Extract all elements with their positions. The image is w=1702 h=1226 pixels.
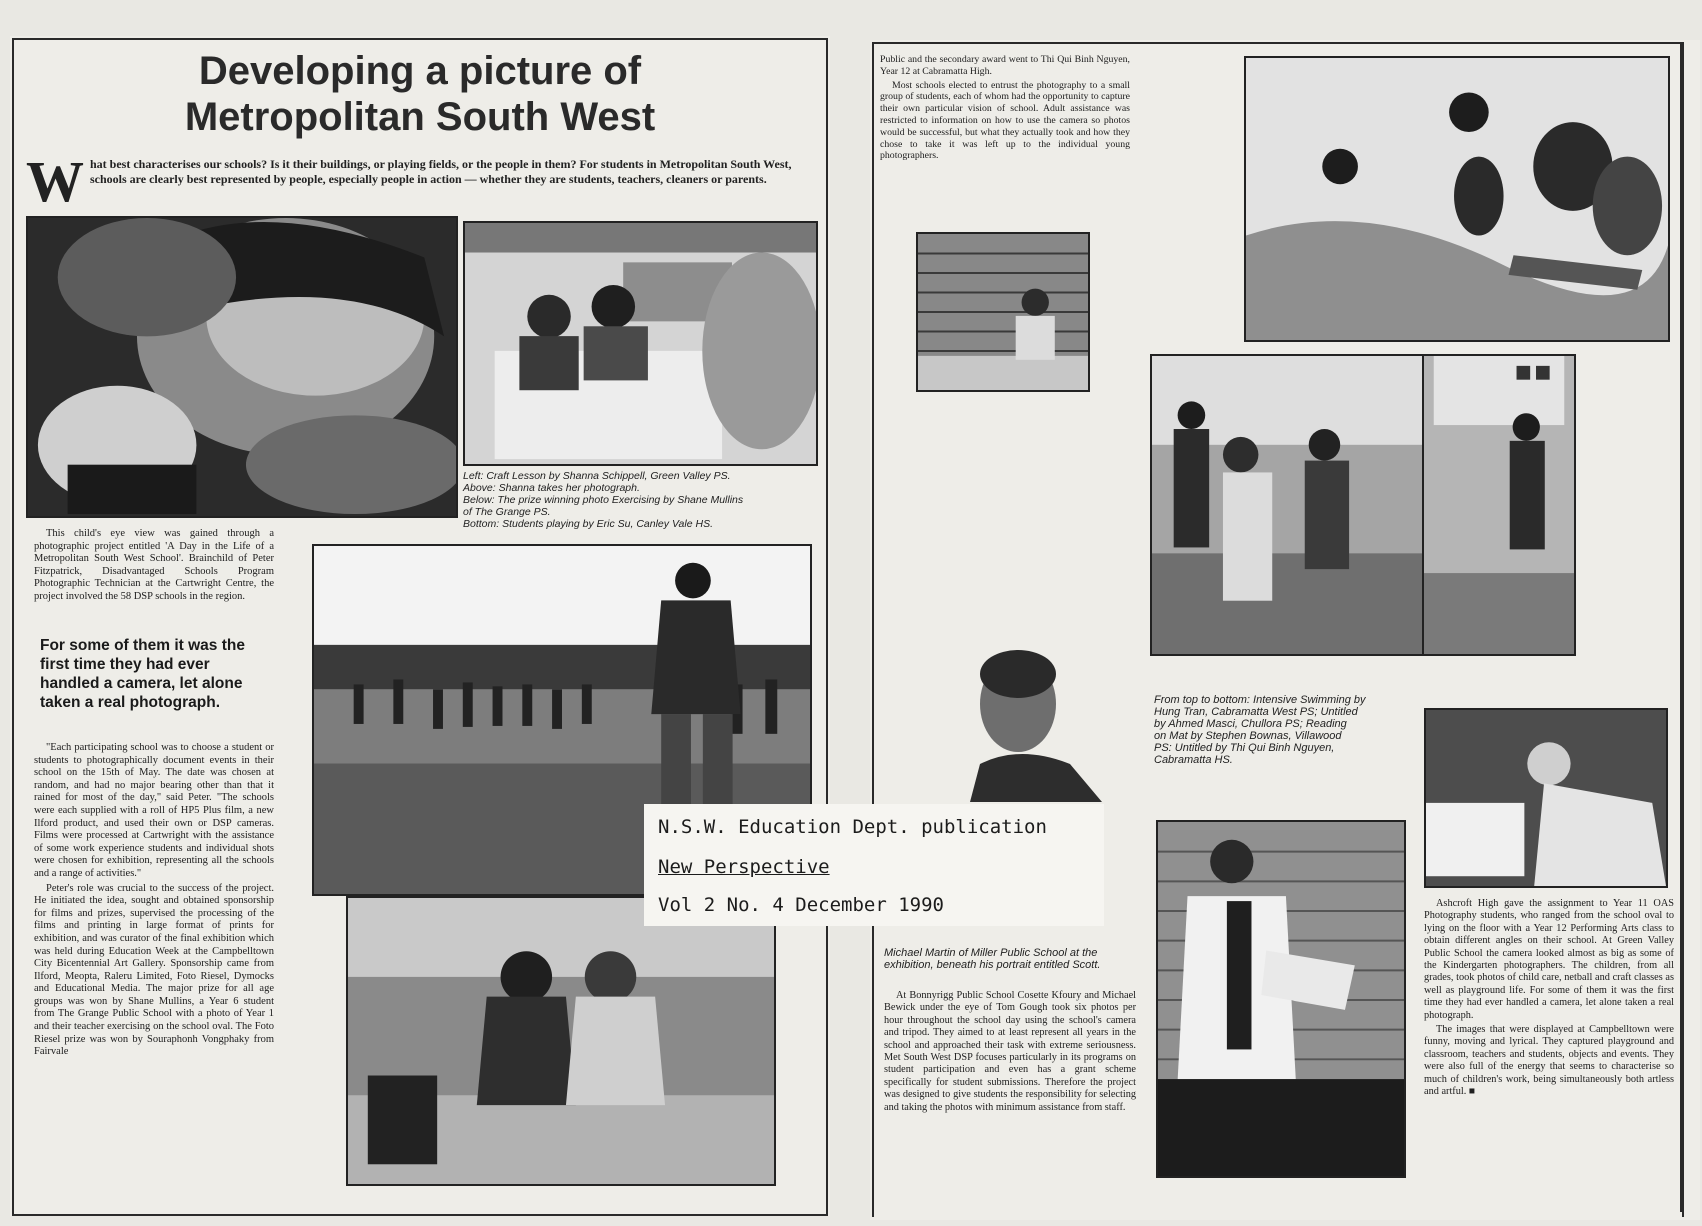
caption-line: Left: Craft Lesson by Shanna Schippell, Green Valley PS. bbox=[463, 470, 731, 482]
paragraph: Ashcroft High gave the assignment to Year 11 OAS Photography students, who ranged from the school oval to lying on the floor with a Year 12 Performing Arts class to obtain different angles on their school. At Green Valley Public School the camera looked almost as big as some of the Kindergarten photographers. The children, from all grades, took photos of child care, netball and craft classes as well as playground life. For some of them it was the first time they had ever handled a camera, let alone taken a real photograph. bbox=[1424, 898, 1674, 1021]
article-right-top bbox=[880, 54, 1130, 164]
paragraph: This child's eye view was gained through a photographic project entitled 'A Day in the Life of a Metropolitan South West School'. Brainchild of Peter Fitzpatrick, Disadvantaged Schools Program Photographic Technician at the Cartwright Centre, the project involved the 58 DSP schools in the region. bbox=[34, 528, 274, 602]
photo-boy-at-wall bbox=[916, 232, 1090, 392]
caption-line: Above: Shanna takes her photograph. bbox=[463, 482, 640, 494]
article-right-col-mid bbox=[884, 990, 1136, 1116]
paragraph: Most schools elected to entrust the photography to a small group of students, each of whom had the opportunity to capture their own particular vision of school. Adult assistance was restricted to information on how to use the camera so photos would be successful, but what they actually took and how they chose to take it was left up to the individual young photographers. bbox=[880, 79, 1130, 162]
caption-line: PS: Untitled by Thi Qui Binh Nguyen, bbox=[1154, 742, 1335, 754]
caption-line: Bottom: Students playing by Eric Su, Canley Vale HS. bbox=[463, 518, 713, 530]
photo-portrait-scott bbox=[960, 644, 1102, 802]
photo-playground-right bbox=[1422, 354, 1576, 656]
photo-craft-lesson bbox=[463, 221, 818, 466]
caption-line: by Ahmed Masci, Chullora PS; Reading bbox=[1154, 718, 1347, 730]
paragraph: At Bonnyrigg Public School Cosette Kfoury and Michael Bewick under the eye of Tom Gough took six photos per hour throughout the school day using the school's camera and tripod. They aimed to at least represent all years in the school and approached their task with extreme seriousness. Met South West DSP focuses particularly in its programs on student participation and even has a grant scheme specifically for student submissions. Therefore the project was designed to give students the responsibility for selecting and taking the photos with minimum assistance from staff. bbox=[884, 990, 1136, 1113]
paragraph: The images that were displayed at Campbelltown were funny, moving and lyrical. They captured playground and classroom, teachers and students, objects and events. They were also full of the energy that seems to characterise so much of children's work, being simultaneously both artless and artful. ■ bbox=[1424, 1024, 1674, 1098]
page-gutter-line bbox=[872, 42, 874, 1217]
stamp-line-1: N.S.W. Education Dept. publication bbox=[658, 816, 1047, 838]
right-edge-line bbox=[1682, 42, 1684, 1217]
caption-line: on Mat by Stephen Bownas, Villawood bbox=[1154, 730, 1342, 742]
intro-text: hat best characterises our schools? Is it their buildings, or playing fields, or the people in them? For students in Metropolitan South West, schools are clearly best represented by people, especially people in action — whether they are students, teachers, cleaners or parents. bbox=[90, 157, 792, 186]
article-col1-main bbox=[34, 742, 274, 1061]
caption-line: Below: The prize winning photo Exercising by Shane Mullins bbox=[463, 494, 744, 506]
title-line-1: Developing a picture of bbox=[198, 49, 642, 93]
paragraph: Peter's role was crucial to the success of the project. He initiated the idea, sought and obtained sponsorship for films and prizes, supervised the processing of the films and printing in large format of prints for exhibition, and was curator of the final exhibition which was held during Education Week at the Campbelltown City Bicentennial Art Gallery. Sponsorship came from Ilford, Meopta, Raleru Limited, Foto Riesel, Dymocks and Educational Media. The major prize for all age groups was won by Shane Mullins, a Year 6 student from The Grange Public School with a photo of Year 1 and their teacher exercising on the school oval. The Foto Riesel prize was won by Souraphonh Vongphaky from Fairvale bbox=[34, 882, 274, 1058]
pull-quote: For some of them it was the first time they had ever handled a camera, let alone taken a real photograph. bbox=[40, 637, 245, 711]
paragraph: Public and the secondary award went to Thi Qui Binh Nguyen, Year 12 at Cabramatta High. bbox=[880, 54, 1130, 77]
paragraph: "Each participating school was to choose a student or students to photographically document events in their school on the 15th of May. The date was chosen at random, and had no major bearing other than that it rained for most of the day," said Peter. "The schools were each supplied with a roll of HP5 Plus film, a new Ilford product, and used their own or DSP cameras. Films were processed at Cartwright with the assistance of some work experience students and individual shots were chosen for exhibition, representing all the schools and a range of activities." bbox=[34, 742, 274, 879]
portrait-caption: Michael Martin of Miller Public School at the exhibition, beneath his portrait entitled Scott. bbox=[884, 947, 1101, 971]
article-right-col-end bbox=[1424, 898, 1674, 1101]
stamp-line-3: Vol 2 No. 4 December 1990 bbox=[658, 894, 944, 916]
photo-intensive-swimming bbox=[1244, 56, 1670, 342]
caption-line: of The Grange PS. bbox=[463, 506, 551, 518]
right-photo-caption bbox=[1154, 694, 1414, 766]
caption-line: Hung Tran, Cabramatta West PS; Untitled bbox=[1154, 706, 1358, 718]
intro-paragraph bbox=[26, 149, 810, 214]
title-line-2: Metropolitan South West bbox=[184, 95, 656, 139]
caption-line: Cabramatta HS. bbox=[1154, 754, 1233, 766]
drop-cap: W bbox=[26, 149, 84, 214]
stamp-line-2: New Perspective bbox=[658, 856, 830, 878]
publication-stamp bbox=[644, 804, 1104, 926]
left-photo-caption bbox=[463, 470, 823, 530]
caption-line: From top to bottom: Intensive Swimming by bbox=[1154, 694, 1366, 706]
photo-teacher-reading bbox=[1156, 820, 1406, 1178]
article-col1-intro bbox=[34, 528, 274, 606]
photo-child-closeup bbox=[26, 216, 458, 518]
photo-reading-wall bbox=[1424, 708, 1668, 888]
photo-students-playing bbox=[346, 896, 776, 1186]
photo-playground-left bbox=[1150, 354, 1426, 656]
page-title bbox=[60, 48, 780, 140]
